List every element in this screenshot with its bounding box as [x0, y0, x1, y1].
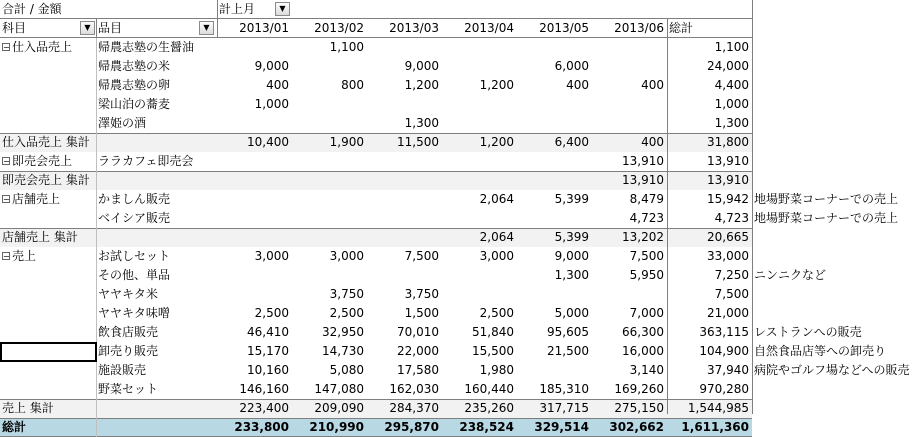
row-total-cell[interactable]: 1,300	[714, 116, 749, 130]
value-cell[interactable]: 3,750	[404, 287, 439, 301]
row-total-cell[interactable]: 104,900	[699, 344, 749, 358]
value-cell[interactable]	[442, 152, 517, 171]
row-total-cell[interactable]: 4,400	[714, 78, 749, 92]
value-cell[interactable]: 295,870	[384, 420, 439, 434]
item-label-cell[interactable]: 帰農志塾の卵	[98, 78, 171, 92]
value-cell[interactable]	[217, 209, 292, 228]
value-cell[interactable]: 400	[641, 78, 664, 92]
item-label-cell[interactable]: 梁山泊の蕎麦	[98, 97, 171, 111]
value-cell[interactable]	[442, 57, 517, 76]
value-cell[interactable]: 210,990	[309, 420, 364, 434]
value-cell[interactable]: 302,662	[609, 420, 664, 434]
value-cell[interactable]	[517, 285, 592, 304]
value-cell[interactable]: 2,500	[479, 306, 514, 320]
value-cell[interactable]: 9,000	[554, 249, 589, 263]
value-cell[interactable]: 13,202	[622, 230, 664, 244]
month-header: 2013/05	[539, 21, 589, 35]
subtotal-label[interactable]: 即売会売上 集計	[2, 173, 90, 187]
value-cell[interactable]: 70,010	[397, 325, 439, 339]
collapse-minus-icon[interactable]: −	[3, 157, 10, 166]
value-cell[interactable]	[217, 171, 292, 190]
value-cell[interactable]	[517, 152, 592, 171]
value-cell[interactable]	[217, 114, 292, 133]
value-cell[interactable]: 400	[266, 78, 289, 92]
grand-total-header: 総計	[669, 21, 694, 35]
value-cell[interactable]: 284,370	[389, 401, 439, 415]
value-cell[interactable]	[442, 114, 517, 133]
value-cell[interactable]: 21,500	[547, 344, 589, 358]
row-total-cell[interactable]: 1,544,985	[687, 401, 749, 415]
month-header: 2013/02	[314, 21, 364, 35]
value-cell[interactable]: 1,200	[479, 78, 514, 92]
value-cell[interactable]	[292, 266, 367, 285]
item-label-cell[interactable]: ヤヤキタ味噌	[98, 306, 170, 320]
value-cell[interactable]: 32,950	[322, 325, 364, 339]
value-cell[interactable]: 3,000	[329, 249, 364, 263]
value-cell[interactable]	[292, 152, 367, 171]
month-header: 2013/03	[389, 21, 439, 35]
column-field-label[interactable]: 計上月	[219, 2, 256, 16]
value-cell[interactable]: 169,260	[614, 382, 664, 396]
value-cell[interactable]: 3,750	[329, 287, 364, 301]
value-cell[interactable]: 275,150	[614, 401, 664, 415]
measure-label[interactable]: 合計 / 金額	[2, 2, 62, 16]
value-cell[interactable]: 7,000	[629, 306, 664, 320]
value-cell[interactable]: 1,980	[479, 363, 514, 377]
subtotal-label[interactable]: 店舗売上 集計	[2, 230, 78, 244]
row-total-cell[interactable]: 13,910	[707, 173, 749, 187]
column-filter-button[interactable]	[275, 2, 290, 16]
value-cell[interactable]: 14,730	[322, 344, 364, 358]
value-cell[interactable]: 3,000	[479, 249, 514, 263]
item-label-cell[interactable]: 帰農志塾の米	[98, 59, 171, 73]
value-cell[interactable]: 1,200	[404, 78, 439, 92]
value-cell[interactable]: 1,300	[404, 116, 439, 130]
value-cell[interactable]	[517, 114, 592, 133]
group-label-cell[interactable]	[0, 38, 96, 57]
value-cell[interactable]: 9,000	[404, 59, 439, 73]
value-cell[interactable]: 13,910	[622, 173, 664, 187]
value-cell[interactable]	[592, 95, 667, 114]
value-cell[interactable]: 5,950	[629, 268, 664, 282]
note-cell[interactable]: 自然食品店等への卸売り	[754, 344, 887, 358]
row-total-cell[interactable]: 21,000	[707, 306, 749, 320]
collapse-minus-icon[interactable]: −	[3, 195, 10, 204]
value-cell[interactable]: 162,030	[389, 382, 439, 396]
value-cell[interactable]: 10,400	[247, 135, 289, 149]
item-label-cell[interactable]: ララカフェ即売会	[98, 154, 194, 168]
value-cell[interactable]	[442, 266, 517, 285]
group-label: 即売会売上	[12, 154, 73, 168]
row-total-cell[interactable]: 363,115	[699, 325, 749, 339]
value-cell[interactable]: 3,140	[629, 363, 664, 377]
value-cell[interactable]: 400	[566, 78, 589, 92]
note-cell[interactable]: ニンニクなど	[754, 268, 827, 282]
value-cell[interactable]	[217, 285, 292, 304]
group-label-cell[interactable]	[0, 247, 96, 266]
value-cell[interactable]: 1,300	[554, 268, 589, 282]
value-cell[interactable]	[292, 95, 367, 114]
group-label: 仕入品売上	[12, 40, 73, 54]
value-cell[interactable]: 66,300	[622, 325, 664, 339]
value-cell[interactable]	[442, 171, 517, 190]
value-cell[interactable]: 2,064	[479, 192, 514, 206]
subtotal-label[interactable]: 売上 集計	[2, 401, 54, 415]
value-cell[interactable]: 46,410	[247, 325, 289, 339]
value-cell[interactable]	[367, 209, 442, 228]
group-label-cell[interactable]	[0, 152, 96, 171]
value-cell[interactable]: 2,500	[329, 306, 364, 320]
value-cell[interactable]: 209,090	[314, 401, 364, 415]
value-cell[interactable]	[217, 228, 292, 247]
value-cell[interactable]: 800	[341, 78, 364, 92]
note-cell[interactable]: レストランへの販売	[754, 325, 862, 339]
value-cell[interactable]: 10,160	[247, 363, 289, 377]
row-total-cell[interactable]: 20,665	[707, 230, 749, 244]
item-label-cell[interactable]: 卸売り販売	[98, 344, 159, 358]
value-cell[interactable]: 2,064	[479, 230, 514, 244]
value-cell[interactable]: 5,080	[329, 363, 364, 377]
value-cell[interactable]	[292, 114, 367, 133]
value-cell[interactable]	[217, 38, 292, 57]
value-cell[interactable]	[517, 171, 592, 190]
value-cell[interactable]: 22,000	[397, 344, 439, 358]
collapse-minus-icon[interactable]: −	[3, 43, 10, 52]
value-cell[interactable]: 9,000	[254, 59, 289, 73]
chevron-down-icon: ▼	[203, 23, 210, 32]
value-cell[interactable]	[367, 38, 442, 57]
active-cell-selection[interactable]	[0, 342, 97, 362]
value-cell[interactable]: 5,399	[554, 192, 589, 206]
value-cell[interactable]: 147,080	[314, 382, 364, 396]
value-cell[interactable]	[517, 361, 592, 380]
month-header: 2013/04	[464, 21, 514, 35]
value-cell[interactable]: 8,479	[629, 192, 664, 206]
note-cell[interactable]: 病院やゴルフ場などへの販売	[754, 363, 910, 377]
group-label: 売上	[12, 249, 37, 263]
item-label-cell[interactable]: 野菜セット	[98, 382, 159, 396]
value-cell[interactable]	[442, 38, 517, 57]
value-cell[interactable]: 1,500	[404, 306, 439, 320]
value-cell[interactable]: 7,500	[629, 249, 664, 263]
value-cell[interactable]: 146,160	[239, 382, 289, 396]
row-total-cell[interactable]: 1,611,360	[681, 420, 749, 434]
row-total-cell[interactable]: 33,000	[707, 249, 749, 263]
value-cell[interactable]	[367, 95, 442, 114]
value-cell[interactable]	[517, 95, 592, 114]
group-label-cell[interactable]	[0, 190, 96, 209]
value-cell[interactable]	[217, 190, 292, 209]
value-cell[interactable]: 17,580	[397, 363, 439, 377]
row-field1-filter-button[interactable]	[80, 21, 95, 35]
note-cell[interactable]: 地場野菜コーナーでの売上	[754, 192, 899, 206]
value-cell[interactable]: 1,900	[329, 135, 364, 149]
value-cell[interactable]	[367, 171, 442, 190]
value-cell[interactable]: 13,910	[622, 154, 664, 168]
item-label-cell[interactable]: お試しセット	[98, 249, 171, 263]
value-cell[interactable]: 400	[641, 135, 664, 149]
value-cell[interactable]: 3,000	[254, 249, 289, 263]
collapse-minus-icon[interactable]: −	[3, 252, 10, 261]
month-header: 2013/01	[239, 21, 289, 35]
row-total-cell[interactable]: 7,500	[714, 287, 749, 301]
month-header: 2013/06	[614, 21, 664, 35]
row-total-cell[interactable]: 37,940	[707, 363, 749, 377]
value-cell[interactable]	[217, 152, 292, 171]
value-cell[interactable]	[292, 228, 367, 247]
value-cell[interactable]	[217, 266, 292, 285]
row-total-cell[interactable]: 13,910	[707, 154, 749, 168]
grand-total-label[interactable]: 総計	[2, 420, 27, 434]
value-cell[interactable]: 16,000	[622, 344, 664, 358]
value-cell[interactable]: 95,605	[547, 325, 589, 339]
value-cell[interactable]: 15,500	[472, 344, 514, 358]
row-total-cell[interactable]: 15,942	[707, 192, 749, 206]
value-cell[interactable]: 238,524	[459, 420, 514, 434]
value-cell[interactable]: 233,800	[234, 420, 289, 434]
value-cell[interactable]: 1,100	[329, 40, 364, 54]
value-cell[interactable]	[292, 209, 367, 228]
row-total-cell[interactable]: 31,800	[707, 135, 749, 149]
value-cell[interactable]: 235,260	[464, 401, 514, 415]
value-cell[interactable]: 15,170	[247, 344, 289, 358]
filter-funnel-icon: ▼	[279, 4, 286, 13]
note-cell[interactable]: 地場野菜コーナーでの売上	[754, 211, 899, 225]
item-label-cell[interactable]: ベイシア販売	[98, 211, 171, 225]
value-cell[interactable]	[367, 228, 442, 247]
value-cell[interactable]	[292, 57, 367, 76]
value-cell[interactable]: 7,500	[404, 249, 439, 263]
value-cell[interactable]: 5,399	[554, 230, 589, 244]
value-cell[interactable]	[442, 285, 517, 304]
value-cell[interactable]	[292, 190, 367, 209]
value-cell[interactable]: 6,000	[554, 59, 589, 73]
value-cell[interactable]: 185,310	[539, 382, 589, 396]
row-total-cell[interactable]: 4,723	[714, 211, 749, 225]
value-cell[interactable]: 160,440	[464, 382, 514, 396]
filter-funnel-icon: ▼	[84, 23, 91, 32]
value-cell[interactable]: 1,000	[254, 97, 289, 111]
value-cell[interactable]: 317,715	[539, 401, 589, 415]
item-label-cell[interactable]: 帰農志塾の生醤油	[98, 40, 195, 54]
item-label-cell[interactable]: その他、単品	[98, 268, 171, 282]
value-cell[interactable]	[442, 209, 517, 228]
value-cell[interactable]	[592, 285, 667, 304]
value-cell[interactable]: 1,200	[479, 135, 514, 149]
item-label-cell[interactable]: ヤヤキタ米	[98, 287, 158, 301]
item-label-cell[interactable]: 施設販売	[98, 363, 147, 377]
group-label: 店舗売上	[12, 192, 61, 206]
row-total-cell[interactable]: 970,280	[699, 382, 749, 396]
row-field2-dropdown-button[interactable]	[199, 21, 214, 35]
value-cell[interactable]	[517, 209, 592, 228]
item-label-cell[interactable]: かましん販売	[98, 192, 171, 206]
subtotal-label[interactable]: 仕入品売上 集計	[2, 135, 90, 149]
value-cell[interactable]	[292, 171, 367, 190]
value-cell[interactable]: 5,000	[554, 306, 589, 320]
value-cell[interactable]	[592, 57, 667, 76]
value-cell[interactable]: 11,500	[397, 135, 439, 149]
value-cell[interactable]	[367, 152, 442, 171]
item-label-cell[interactable]: 飲食店販売	[98, 325, 159, 339]
value-cell[interactable]	[592, 38, 667, 57]
value-cell[interactable]: 6,400	[554, 135, 589, 149]
row-total-cell[interactable]: 1,100	[714, 40, 749, 54]
row-total-cell[interactable]: 7,250	[714, 268, 749, 282]
value-cell[interactable]	[367, 266, 442, 285]
value-cell[interactable]: 4,723	[629, 211, 664, 225]
value-cell[interactable]	[442, 95, 517, 114]
value-cell[interactable]	[517, 38, 592, 57]
value-cell[interactable]: 223,400	[239, 401, 289, 415]
item-label-cell[interactable]: 澤姫の酒	[98, 116, 147, 130]
value-cell[interactable]: 329,514	[534, 420, 589, 434]
value-cell[interactable]: 51,840	[472, 325, 514, 339]
value-cell[interactable]	[367, 190, 442, 209]
row-field2-label[interactable]: 品目	[98, 21, 123, 35]
row-total-cell[interactable]: 1,000	[714, 97, 749, 111]
row-total-cell[interactable]: 24,000	[707, 59, 749, 73]
value-cell[interactable]: 2,500	[254, 306, 289, 320]
row-field1-label[interactable]: 科目	[2, 21, 27, 35]
value-cell[interactable]	[592, 114, 667, 133]
